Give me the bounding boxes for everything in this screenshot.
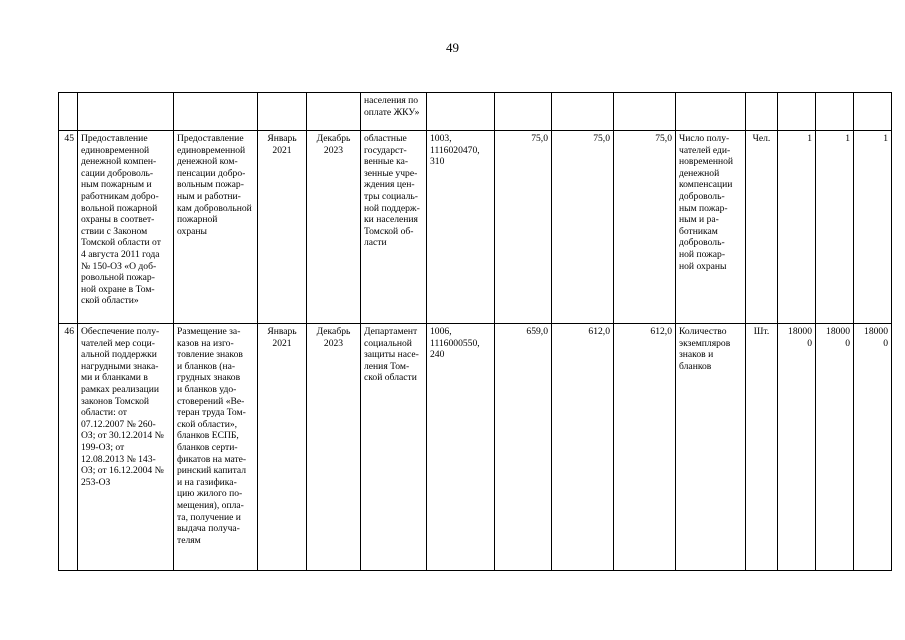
cell-indicator-value-3: 18000 0 bbox=[854, 324, 892, 571]
page-number: 49 bbox=[446, 40, 459, 55]
cell-indicator-value-1: 18000 0 bbox=[778, 324, 816, 571]
program-table bbox=[58, 92, 892, 571]
cell-empty bbox=[427, 93, 495, 131]
cell-indicator-value-2: 1 bbox=[816, 131, 854, 324]
cell-number: 45 bbox=[59, 131, 78, 324]
cell-empty bbox=[307, 93, 361, 131]
cell-end-date: Декабрь 2023 bbox=[307, 131, 361, 324]
cell-goal: Обеспечение полу- чателей мер соци- альной поддержки нагрудными знака- ми и бланками в рамках реализации законов Томской области: от 07.12.2007 № 260- ОЗ; от 30.12.2014 № 199-ОЗ; от 12.08.2013 № 143- ОЗ; от 16.12.2004 № 253-ОЗ bbox=[78, 324, 174, 571]
cell-executor: областные государст- венные ка- зенные учре- ждения цен- тры социаль- ной поддерж- ки населения Томской об- ласти bbox=[361, 131, 427, 324]
cell-empty bbox=[78, 93, 174, 131]
cell-end-date: Декабрь 2023 bbox=[307, 324, 361, 571]
cell-start-date: Январь 2021 bbox=[258, 131, 307, 324]
cell-indicator-value-1: 1 bbox=[778, 131, 816, 324]
cell-executor: Департамент социальной защиты насе- ления Том- ской области bbox=[361, 324, 427, 571]
cell-empty bbox=[59, 93, 78, 131]
cell-number: 46 bbox=[59, 324, 78, 571]
cell-indicator-value-2: 18000 0 bbox=[816, 324, 854, 571]
cell-value-3: 75,0 bbox=[614, 131, 676, 324]
cell-kbk: 1006, 1116000550, 240 bbox=[427, 324, 495, 571]
cell-empty bbox=[816, 93, 854, 131]
cell-executor-continued: населения по оплате ЖКУ» bbox=[361, 93, 427, 131]
cell-empty bbox=[676, 93, 746, 131]
cell-action: Размещение за- казов на изго- товление знаков и бланков (на- грудных знаков и бланков удо- стоверений «Ве- теран труда Том- ской области», бланков ЕСПБ, бланков серти- фикатов на мате- ринский капитал и на газифика- цию жилого по- мещения), опла- та, получение и выдача получа- телям bbox=[174, 324, 258, 571]
cell-empty bbox=[174, 93, 258, 131]
cell-empty bbox=[778, 93, 816, 131]
cell-empty bbox=[746, 93, 778, 131]
table-row bbox=[59, 131, 892, 324]
cell-goal: Предоставление единовременной денежной компен- сации доброволь- ным пожарным и работникам добро- вольной пожарной охраны в соответ- ствии с Законом Томской области от 4 августа 2011 года № 150-ОЗ «О доб- ровольной пожар- ной охране в Том- ской области» bbox=[78, 131, 174, 324]
cell-value-3: 612,0 bbox=[614, 324, 676, 571]
table-row bbox=[59, 324, 892, 571]
cell-unit: Чел. bbox=[746, 131, 778, 324]
cell-value-1: 659,0 bbox=[495, 324, 552, 571]
cell-action: Предоставление единовременной денежной ком- пенсации добро- вольным пожар- ным и работни- кам добровольной пожарной охраны bbox=[174, 131, 258, 324]
cell-value-2: 612,0 bbox=[552, 324, 614, 571]
cell-empty bbox=[614, 93, 676, 131]
cell-empty bbox=[854, 93, 892, 131]
cell-start-date: Январь 2021 bbox=[258, 324, 307, 571]
cell-value-2: 75,0 bbox=[552, 131, 614, 324]
cell-indicator-value-3: 1 bbox=[854, 131, 892, 324]
cell-kbk: 1003, 1116020470, 310 bbox=[427, 131, 495, 324]
cell-indicator: Число полу- чателей еди- новременной денежной компенсации доброволь- ным пожар- ным и ра- ботникам доброволь- ной пожар- ной охраны bbox=[676, 131, 746, 324]
cell-empty bbox=[258, 93, 307, 131]
table-row bbox=[59, 93, 892, 131]
cell-empty bbox=[495, 93, 552, 131]
cell-value-1: 75,0 bbox=[495, 131, 552, 324]
cell-unit: Шт. bbox=[746, 324, 778, 571]
cell-indicator: Количество экземпляров знаков и бланков bbox=[676, 324, 746, 571]
cell-empty bbox=[552, 93, 614, 131]
